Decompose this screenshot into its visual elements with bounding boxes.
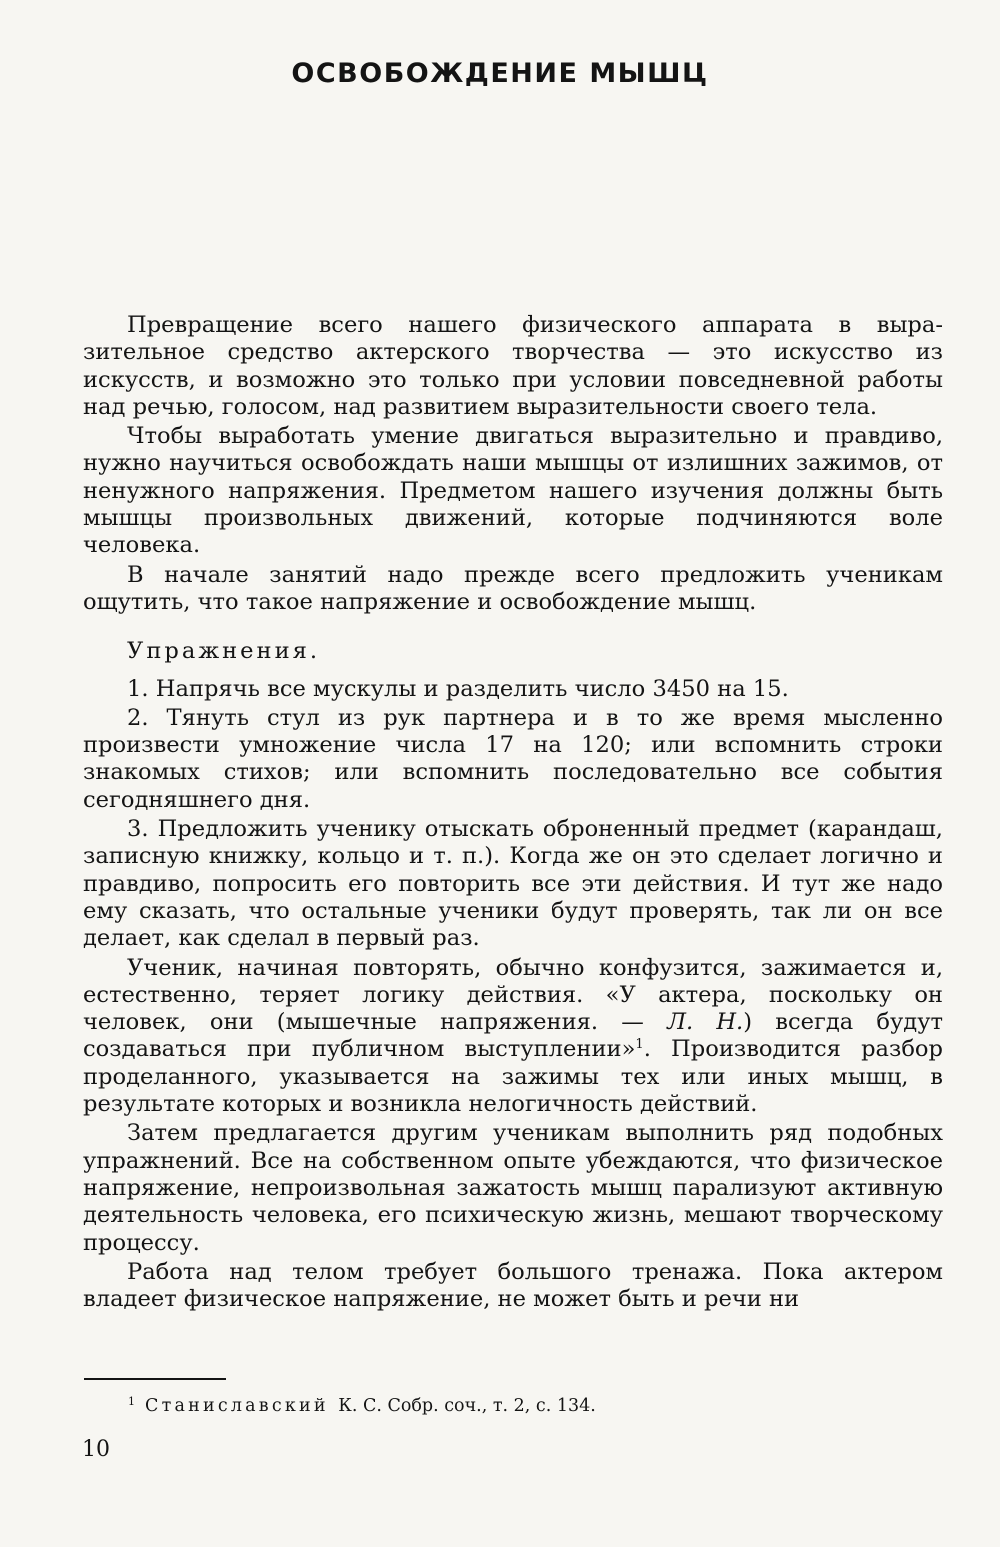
paragraph-2: Чтобы выработать умение двигаться выразительно и правдиво, нужно научиться освобождать наши мышцы от излишних зажимов, от ненужного напряжения. Предметом нашего изучения должны быть мышцы произвольных движений, которые подчиняются воле человека. <box>83 423 943 559</box>
paragraph-4 <box>83 955 943 1119</box>
page-number: 10 <box>82 1437 110 1462</box>
paragraph-4-middle: ) всегда будут создаваться при публичном выступлении» <box>83 1009 943 1063</box>
paragraph-6: Работа над телом требует большого тренажа. Пока актером владеет физическое напряжение, не может быть и речи ни <box>83 1258 943 1313</box>
paragraph-1: Превращение всего нашего физического аппарата в выразительное средство актерского творчества — это искусство из искусств, и возможно это только при условии повседневной работы над речью, голосом, над развитием выразительности своего тела. <box>83 312 943 420</box>
footnote-mark: 1 <box>128 1395 135 1408</box>
footnote-reference[interactable]: 1 <box>635 1037 644 1053</box>
paragraph-5: Затем предлагается другим ученикам выполнить ряд подобных упражнений. Все на собственном опыте убеждаются, что физическое напряжение, непроизвольная зажатость мышц парализуют активную деятельность человека, его психическую жизнь, мешают творческому процессу. <box>83 1120 943 1256</box>
paragraph-4-start: Ученик, начиная повторять, обычно конфузится, зажимается и, естественно, теряет логику действия. «У актера, поскольку он человек, они (мышечные напряжения. — <box>83 954 943 1036</box>
page-title: ОСВОБОЖДЕНИЕ МЫШЦ <box>291 58 709 89</box>
exercise-3: 3. Предложить ученику отыскать оброненный предмет (карандаш, записную книжку, кольцо и т. п.). Когда же он это сделает логично и правдиво, попросить его повторить все эти действия. И тут же надо ему сказать, что остальные ученики будут проверять, так ли он все делает, как сделал в первый раз. <box>83 816 943 952</box>
exercise-1: 1. Напрячь все мускулы и разделить число 3450 на 15. <box>127 675 789 702</box>
footnote <box>128 1391 596 1417</box>
paragraph-4-end: . Производится разбор проделанного, указывается на зажимы тех или иных мышц, в результате которых и возникла нелогичность действий. <box>83 1036 943 1118</box>
footnote-divider <box>84 1378 226 1380</box>
footnote-citation: К. С. Собр. соч., т. 2, с. 134. <box>338 1396 596 1416</box>
body-text <box>83 312 943 1315</box>
exercise-2: 2. Тянуть стул из рук партнера и в то же время мысленно произвести умножение числа 17 на 120; или вспомнить строки знакомых стихов; или вспомнить последовательно все события сегодняшнего дня. <box>83 704 943 813</box>
exercises-heading: Упражнения. <box>127 638 321 665</box>
footnote-author: Станиславский <box>145 1396 329 1416</box>
paragraph-3: В начале занятий надо прежде всего предложить ученикам ощутить, что такое напряжение и освобождение мышц. <box>83 561 943 615</box>
paragraph-4-initials: Л. Н. <box>667 1009 744 1036</box>
